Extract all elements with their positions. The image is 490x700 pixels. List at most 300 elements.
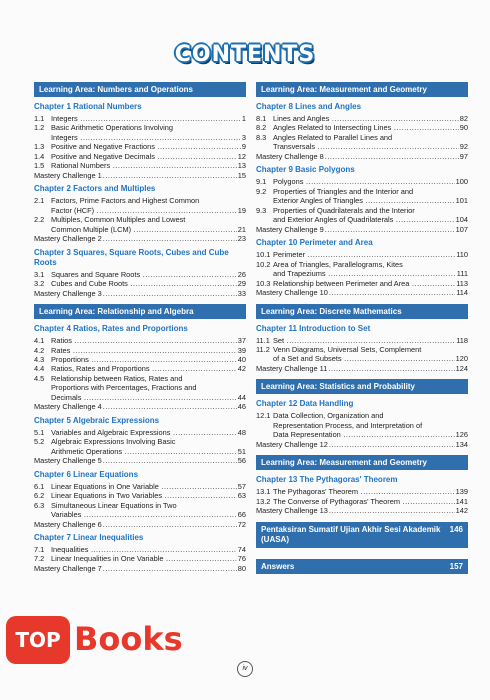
entry-number: Mastery Challenge 3 bbox=[34, 288, 102, 298]
entry-title-text: Factors, Prime Factors and Highest Common bbox=[51, 196, 200, 206]
entry-title-text: Multiples, Common Multiples and Lowest bbox=[51, 215, 186, 225]
entry-title-text: The Converse of Pythagoras' Theorem bbox=[273, 496, 400, 506]
learning-area-label: Learning Area: Measurement and Geometry bbox=[261, 85, 427, 94]
entry-title-text: Lines and Angles bbox=[273, 114, 330, 123]
entry-page: 126 bbox=[455, 430, 468, 440]
learning-area-bar[interactable] bbox=[256, 82, 468, 97]
entry-page: 82 bbox=[459, 114, 468, 123]
entry-page: 141 bbox=[455, 496, 468, 506]
entry-title-text: Rational Numbers bbox=[51, 161, 111, 171]
entry-page: 57 bbox=[237, 481, 246, 491]
entry-title-text: Proportions with Percentages, Fractions and bbox=[51, 383, 197, 393]
entry-page: 19 bbox=[237, 205, 246, 215]
entry-number: 1.4 bbox=[34, 151, 45, 161]
entry-number: 3.1 bbox=[34, 269, 45, 279]
entry-title bbox=[51, 336, 237, 345]
entry-title-text: Angles Related to Intersecting Lines bbox=[273, 123, 392, 133]
entry-page: 42 bbox=[237, 364, 246, 374]
entry-title bbox=[273, 260, 467, 269]
toc-entry[interactable] bbox=[34, 206, 246, 215]
entry-title-text: Variables bbox=[51, 510, 82, 520]
entry-number bbox=[34, 225, 51, 234]
entry-page: 110 bbox=[456, 250, 468, 260]
entry-title bbox=[273, 215, 455, 224]
entry-title bbox=[273, 133, 467, 142]
entry-page: 37 bbox=[237, 336, 246, 346]
toc-entry[interactable] bbox=[256, 345, 468, 354]
entry-title bbox=[51, 142, 241, 151]
entry-title bbox=[51, 152, 237, 161]
entry-page: 63 bbox=[237, 491, 246, 501]
entry-title-text: Squares and Square Roots bbox=[51, 269, 141, 279]
chapter-heading[interactable]: Chapter 12 Data Handling bbox=[256, 399, 354, 409]
mastery-challenge-entry[interactable] bbox=[34, 234, 246, 243]
entry-page: 80 bbox=[237, 563, 246, 573]
entry-number: 8.2 bbox=[256, 123, 267, 133]
entry-page bbox=[245, 215, 246, 224]
chapter-heading[interactable]: Chapter 11 Introduction to Set bbox=[256, 323, 371, 333]
toc-entry[interactable] bbox=[34, 215, 246, 224]
entry-number bbox=[34, 510, 51, 519]
entry-page bbox=[467, 421, 468, 430]
entry-title bbox=[273, 206, 467, 215]
entry-title bbox=[103, 234, 237, 243]
entry-title-text: Algebraic Expressions Involving Basic bbox=[51, 437, 176, 447]
entry-title-text: Angles Related to Parallel Lines and bbox=[273, 132, 393, 142]
entry-page: 66 bbox=[237, 510, 246, 520]
entry-number: 6.2 bbox=[34, 491, 45, 501]
toc-entry[interactable] bbox=[34, 491, 246, 500]
toc-entry[interactable] bbox=[256, 187, 468, 196]
entry-number: 6.3 bbox=[34, 500, 45, 510]
entry-page bbox=[467, 260, 468, 269]
mastery-challenge-entry[interactable] bbox=[256, 152, 468, 161]
entry-title-text: Variables and Algebraic Expressions bbox=[51, 427, 171, 437]
entry-title-text: Transversals bbox=[273, 142, 316, 152]
entry-title bbox=[273, 345, 467, 354]
toc-entry[interactable] bbox=[256, 269, 468, 278]
entry-title bbox=[51, 114, 241, 123]
entry-title bbox=[51, 374, 245, 383]
entry-page: 9 bbox=[241, 142, 246, 152]
entry-page: 46 bbox=[237, 402, 246, 412]
entry-title bbox=[51, 196, 245, 205]
entry-page: 100 bbox=[455, 177, 468, 187]
entry-title bbox=[51, 161, 237, 170]
area-page-number: 157 bbox=[449, 562, 463, 572]
entry-title bbox=[273, 187, 467, 196]
entry-number bbox=[256, 421, 273, 430]
mastery-challenge-entry[interactable] bbox=[34, 564, 246, 573]
entry-page: 39 bbox=[237, 345, 246, 355]
toc-entry[interactable] bbox=[256, 497, 468, 506]
entry-number: 5.1 bbox=[34, 427, 45, 437]
entry-number bbox=[34, 447, 51, 456]
entry-title bbox=[51, 482, 237, 491]
chapter-heading[interactable]: Chapter 4 Ratios, Rates and Proportions bbox=[34, 324, 188, 334]
toc-entry[interactable] bbox=[256, 336, 468, 345]
entry-title-text: Relationship between Ratios, Rates and bbox=[51, 373, 183, 383]
entry-page bbox=[245, 383, 246, 392]
toc-entry[interactable] bbox=[34, 501, 246, 510]
entry-number: Mastery Challenge 6 bbox=[34, 519, 102, 529]
entry-title-text: Rates bbox=[51, 345, 71, 355]
entry-page: 90 bbox=[459, 123, 468, 133]
logo-books-text: Books bbox=[74, 620, 183, 658]
entry-title-text: of a Set and Subsets bbox=[273, 354, 342, 364]
entry-title bbox=[51, 510, 237, 519]
entry-number: 12.1 bbox=[256, 411, 271, 421]
toc-entry[interactable] bbox=[34, 196, 246, 205]
toc-entry[interactable] bbox=[256, 430, 468, 439]
mastery-challenge-entry[interactable] bbox=[256, 440, 468, 449]
entry-page: 44 bbox=[237, 392, 246, 402]
entry-page bbox=[245, 123, 246, 132]
toc-entry[interactable] bbox=[256, 114, 468, 123]
entry-number: 4.3 bbox=[34, 354, 45, 364]
toc-entry[interactable] bbox=[34, 152, 246, 161]
mastery-challenge-entry[interactable] bbox=[256, 506, 468, 515]
entry-title-text: Data Collection, Organization and bbox=[273, 411, 384, 421]
toc-entry[interactable] bbox=[256, 215, 468, 224]
entry-page: 118 bbox=[456, 335, 468, 345]
entry-number bbox=[34, 206, 51, 215]
entry-number: 8.1 bbox=[256, 114, 267, 123]
entry-number: 3.2 bbox=[34, 279, 45, 289]
entry-title bbox=[51, 123, 245, 132]
entry-page: 51 bbox=[237, 446, 246, 456]
entry-page: 21 bbox=[237, 224, 246, 234]
entry-title bbox=[273, 411, 467, 420]
mastery-challenge-entry[interactable] bbox=[256, 225, 468, 234]
chapter-heading[interactable]: Chapter 10 Perimeter and Area bbox=[256, 238, 373, 248]
entry-title bbox=[329, 288, 455, 297]
entry-page: 40 bbox=[237, 354, 246, 364]
entry-title bbox=[103, 402, 237, 411]
toc-entry[interactable] bbox=[256, 133, 468, 142]
entry-number: 2.2 bbox=[34, 215, 45, 225]
entry-number: 10.2 bbox=[256, 259, 271, 269]
toc-entry[interactable] bbox=[34, 364, 246, 373]
entry-title bbox=[273, 123, 459, 132]
entry-title bbox=[103, 520, 237, 529]
chapter-heading[interactable]: Chapter 3 Squares, Square Roots, Cubes and Cube Roots bbox=[34, 247, 229, 267]
entry-title-text: Basic Arithmetic Operations Involving bbox=[51, 123, 173, 133]
entry-number: 13.1 bbox=[256, 487, 271, 497]
entry-title bbox=[51, 491, 237, 500]
entry-number: Mastery Challenge 1 bbox=[34, 170, 102, 180]
toc-entry[interactable] bbox=[34, 123, 246, 132]
logo-top-badge: TOP bbox=[6, 616, 70, 664]
learning-area-label: Learning Area: Numbers and Operations bbox=[39, 85, 193, 94]
entry-page: 97 bbox=[459, 151, 468, 161]
entry-title bbox=[51, 215, 245, 224]
mastery-challenge-entry[interactable] bbox=[34, 171, 246, 180]
entry-number: Mastery Challenge 12 bbox=[256, 439, 328, 449]
entry-title-text: Positive and Negative Fractions bbox=[51, 142, 155, 152]
right-column bbox=[256, 82, 468, 579]
entry-title bbox=[329, 440, 455, 449]
learning-area-label: Learning Area: Statistics and Probability bbox=[261, 382, 415, 392]
topbooks-logo bbox=[6, 612, 196, 668]
entry-number bbox=[256, 142, 273, 151]
entry-page bbox=[467, 411, 468, 420]
entry-number: 4.1 bbox=[34, 336, 45, 346]
entry-title bbox=[51, 279, 237, 288]
toc-entry[interactable] bbox=[34, 545, 246, 554]
entry-title bbox=[329, 506, 455, 515]
entry-page: 72 bbox=[237, 519, 246, 529]
entry-page: 142 bbox=[455, 506, 468, 516]
toc-entry[interactable] bbox=[34, 383, 246, 392]
toc-entry[interactable] bbox=[34, 554, 246, 563]
learning-area-label: Learning Area: Discrete Mathematics bbox=[261, 306, 402, 316]
toc-entry[interactable] bbox=[256, 411, 468, 420]
entry-page bbox=[467, 206, 468, 215]
toc-entry[interactable] bbox=[34, 355, 246, 364]
entry-title bbox=[273, 269, 456, 278]
entry-title-text: Relationship between Perimeter and Area bbox=[273, 278, 410, 288]
chapter-heading[interactable]: Chapter 1 Rational Numbers bbox=[34, 102, 142, 111]
toc-entry[interactable] bbox=[34, 482, 246, 491]
entry-title bbox=[103, 289, 237, 298]
entry-number: 10.3 bbox=[256, 278, 271, 288]
entry-title-text: Integers bbox=[51, 132, 78, 142]
entry-number: 5.2 bbox=[34, 437, 45, 447]
entry-page: 3 bbox=[241, 132, 246, 142]
entry-title bbox=[51, 447, 237, 456]
learning-area-bar[interactable] bbox=[256, 379, 468, 394]
entry-title-text: Common Multiple (LCM) bbox=[51, 224, 132, 234]
entry-page: 12 bbox=[237, 151, 246, 161]
entry-title bbox=[51, 270, 237, 279]
entry-title-text: Ratios, Rates and Proportions bbox=[51, 364, 150, 374]
entry-title-text: Inequalities bbox=[51, 545, 89, 554]
entry-title bbox=[325, 152, 459, 161]
entry-title bbox=[273, 142, 459, 151]
chapter-heading[interactable]: Chapter 9 Basic Polygons bbox=[256, 165, 355, 175]
entry-number: 7.1 bbox=[34, 545, 45, 554]
entry-title bbox=[51, 355, 237, 364]
entry-title-text: Properties of Triangles and the Interior and bbox=[273, 186, 414, 196]
entry-title bbox=[273, 196, 455, 205]
toc-entry[interactable] bbox=[34, 279, 246, 288]
chapter-heading[interactable]: Chapter 5 Algebraic Expressions bbox=[34, 415, 160, 425]
toc-entry[interactable] bbox=[256, 421, 468, 430]
entry-title-text: Venn Diagrams, Universal Sets, Complement bbox=[273, 344, 422, 354]
entry-title-text: Area of Triangles, Parallelograms, Kites bbox=[273, 259, 403, 269]
entry-number: 8.3 bbox=[256, 132, 267, 142]
entry-title-text: The Pythagoras' Theorem bbox=[273, 487, 359, 497]
entry-title-text: Integers bbox=[51, 114, 78, 123]
toc-entry[interactable] bbox=[34, 510, 246, 519]
entry-number bbox=[256, 354, 273, 363]
entry-page: 23 bbox=[237, 234, 246, 244]
entry-page bbox=[245, 437, 246, 446]
area-page-number: 146 bbox=[449, 524, 463, 534]
entry-title-text: and Trapeziums bbox=[273, 269, 326, 279]
entry-title bbox=[51, 133, 241, 142]
entry-page bbox=[245, 196, 246, 205]
entry-page: 29 bbox=[237, 279, 246, 289]
entry-number: Mastery Challenge 13 bbox=[256, 506, 328, 516]
entry-title bbox=[51, 225, 237, 234]
entry-number: 9.1 bbox=[256, 177, 267, 187]
entry-number: Mastery Challenge 2 bbox=[34, 234, 102, 244]
entry-number bbox=[34, 393, 51, 402]
entry-title bbox=[51, 554, 237, 563]
entry-title-text: Linear Inequalities in One Variable bbox=[51, 554, 164, 564]
toc-entry[interactable] bbox=[256, 250, 468, 259]
entry-number: 11.2 bbox=[256, 344, 270, 354]
entry-number: Mastery Challenge 4 bbox=[34, 402, 102, 412]
mastery-challenge-entry[interactable] bbox=[34, 402, 246, 411]
entry-title bbox=[103, 456, 237, 465]
learning-area-bar[interactable] bbox=[256, 522, 468, 549]
entry-number: 1.2 bbox=[34, 123, 45, 133]
entry-title-text: Simultaneous Linear Equations in Two bbox=[51, 500, 177, 510]
toc-entry[interactable] bbox=[34, 346, 246, 355]
toc-entry[interactable] bbox=[256, 177, 468, 186]
learning-area-label: Learning Area: Relationship and Algebra bbox=[39, 307, 194, 317]
entry-page: 124 bbox=[455, 363, 468, 373]
entry-page: 48 bbox=[237, 427, 246, 437]
entry-number bbox=[34, 133, 51, 142]
entry-number bbox=[256, 430, 273, 439]
toc-entry[interactable] bbox=[256, 354, 468, 363]
entry-title-text: Positive and Negative Decimals bbox=[51, 151, 155, 161]
entry-number: 13.2 bbox=[256, 496, 271, 506]
learning-area-bar[interactable] bbox=[34, 82, 246, 97]
entry-page: 13 bbox=[237, 161, 246, 171]
chapter-heading[interactable]: Chapter 2 Factors and Multiples bbox=[34, 184, 156, 194]
entry-number: 9.2 bbox=[256, 186, 267, 196]
entry-number: 10.1 bbox=[256, 250, 271, 260]
toc-entry[interactable] bbox=[256, 206, 468, 215]
toc-entry[interactable] bbox=[34, 336, 246, 345]
entry-page: 33 bbox=[237, 288, 246, 298]
entry-title bbox=[51, 545, 237, 554]
entry-title-text: Linear Equations in Two Variables bbox=[51, 491, 163, 501]
entry-page: 139 bbox=[455, 487, 468, 497]
toc-entry[interactable] bbox=[256, 487, 468, 496]
entry-number: Mastery Challenge 10 bbox=[256, 288, 328, 298]
toc-entry[interactable] bbox=[34, 114, 246, 123]
entry-title bbox=[273, 497, 455, 506]
chapter-heading[interactable]: Chapter 8 Lines and Angles bbox=[256, 102, 362, 111]
toc-entry[interactable] bbox=[34, 428, 246, 437]
mastery-challenge-entry[interactable] bbox=[34, 520, 246, 529]
entry-page: 76 bbox=[237, 554, 246, 564]
entry-title bbox=[328, 364, 454, 373]
entry-title bbox=[273, 250, 455, 259]
entry-number: Mastery Challenge 7 bbox=[34, 563, 102, 573]
entry-title bbox=[51, 428, 237, 437]
entry-page bbox=[467, 187, 468, 196]
left-column bbox=[34, 82, 246, 573]
entry-title-text: Exterior Angles of Triangles bbox=[273, 196, 363, 206]
toc-entry[interactable] bbox=[34, 161, 246, 170]
entry-page bbox=[245, 501, 246, 510]
entry-number: Mastery Challenge 5 bbox=[34, 456, 102, 466]
toc-entry[interactable] bbox=[256, 279, 468, 288]
toc-entry[interactable] bbox=[256, 123, 468, 132]
entry-page: 107 bbox=[455, 224, 468, 234]
entry-title bbox=[273, 421, 467, 430]
mastery-challenge-entry[interactable] bbox=[256, 364, 468, 373]
entry-title-text: Ratios bbox=[51, 336, 72, 346]
learning-area-bar[interactable] bbox=[256, 455, 468, 470]
entry-number: Mastery Challenge 9 bbox=[256, 224, 324, 234]
entry-title-text: Set bbox=[273, 335, 285, 345]
entry-title-text: Arithmetic Operations bbox=[51, 446, 123, 456]
toc-entry[interactable] bbox=[34, 437, 246, 446]
page-title: CONTENTS bbox=[174, 42, 316, 67]
entry-title bbox=[51, 383, 245, 392]
toc-entry[interactable] bbox=[34, 133, 246, 142]
learning-area-label: Learning Area: Measurement and Geometry bbox=[261, 458, 427, 468]
entry-number: 6.1 bbox=[34, 481, 45, 491]
entry-page: 111 bbox=[456, 269, 468, 279]
entry-title-text: Decimals bbox=[51, 392, 82, 402]
chapter-heading[interactable]: Chapter 6 Linear Equations bbox=[34, 469, 139, 479]
toc-entry[interactable] bbox=[256, 260, 468, 269]
entry-page: 114 bbox=[456, 288, 468, 298]
toc-entry[interactable] bbox=[256, 142, 468, 151]
toc-entry[interactable] bbox=[34, 447, 246, 456]
entry-number: 1.5 bbox=[34, 161, 45, 171]
chapter-heading[interactable]: Chapter 13 The Pythagoras' Theorem bbox=[256, 475, 398, 485]
toc-entry[interactable] bbox=[256, 196, 468, 205]
entry-title-text: Data Representation bbox=[273, 430, 341, 440]
learning-area-bar[interactable] bbox=[256, 304, 468, 319]
entry-title-text: Perimeter bbox=[273, 250, 306, 260]
entry-title bbox=[273, 487, 455, 496]
entry-title-text: Proportions bbox=[51, 354, 89, 364]
entry-title bbox=[51, 206, 237, 215]
toc-entry[interactable] bbox=[34, 374, 246, 383]
mastery-challenge-entry[interactable] bbox=[256, 288, 468, 297]
learning-area-bar[interactable] bbox=[256, 559, 468, 574]
entry-page: 120 bbox=[455, 354, 468, 364]
entry-page: 101 bbox=[455, 196, 468, 206]
entry-number: 4.4 bbox=[34, 364, 45, 374]
entry-title bbox=[273, 177, 455, 186]
entry-page bbox=[245, 374, 246, 383]
learning-area-bar[interactable] bbox=[34, 304, 246, 319]
entry-title bbox=[273, 430, 455, 439]
toc-entry[interactable] bbox=[34, 270, 246, 279]
entry-page: 104 bbox=[455, 215, 468, 225]
entry-number: 7.2 bbox=[34, 554, 45, 564]
entry-page: 15 bbox=[237, 170, 246, 180]
entry-number: Mastery Challenge 11 bbox=[256, 363, 328, 373]
page-number: iv bbox=[237, 661, 253, 677]
entry-title-text: Linear Equations in One Variable bbox=[51, 481, 159, 491]
mastery-challenge-entry[interactable] bbox=[34, 456, 246, 465]
toc-entry[interactable] bbox=[34, 142, 246, 151]
chapter-heading[interactable]: Chapter 7 Linear Inequalities bbox=[34, 533, 144, 542]
toc-entry[interactable] bbox=[34, 393, 246, 402]
entry-title-text: Properties of Quadrilaterals and the Interior bbox=[273, 205, 415, 215]
entry-title bbox=[51, 437, 245, 446]
mastery-challenge-entry[interactable] bbox=[34, 289, 246, 298]
entry-title bbox=[273, 336, 455, 345]
toc-entry[interactable] bbox=[34, 225, 246, 234]
entry-title bbox=[103, 171, 237, 180]
entry-page: 74 bbox=[237, 545, 246, 554]
entry-title bbox=[273, 279, 455, 288]
